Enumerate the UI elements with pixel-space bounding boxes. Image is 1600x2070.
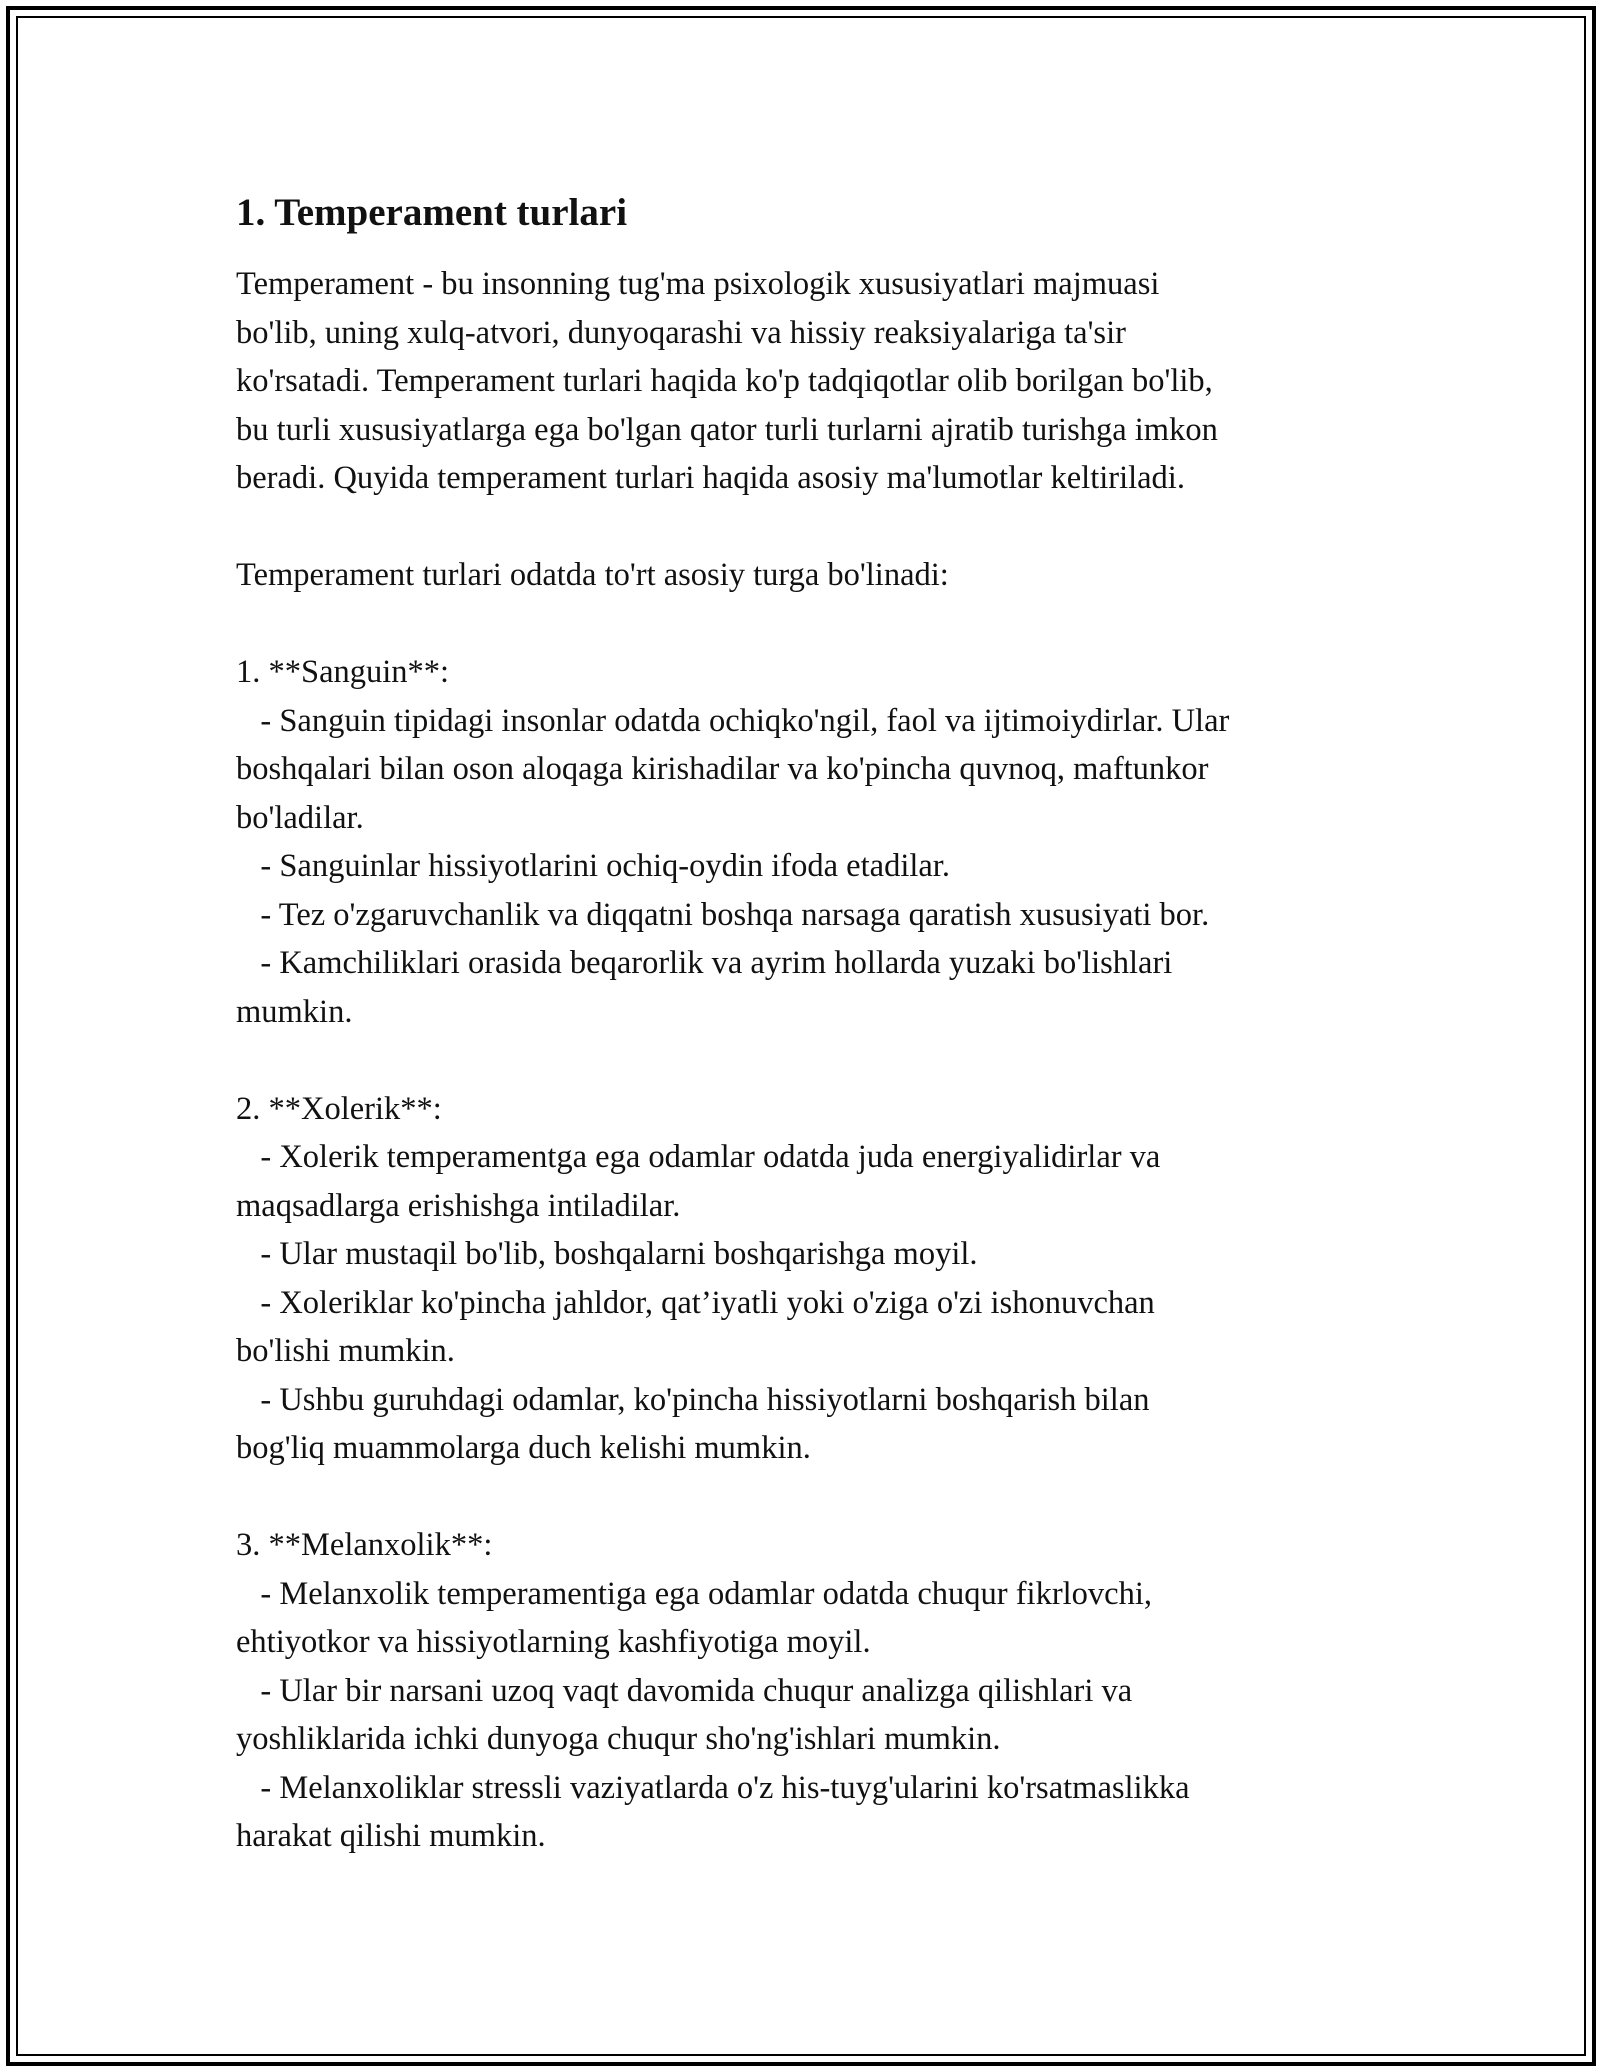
section-title: 1. **Sanguin**:	[236, 654, 450, 690]
text-line: mumkin.	[236, 993, 353, 1030]
text-line: - Xolerik temperamentga ega odamlar odatda juda energiyalidirlar va	[236, 1139, 1161, 1175]
section-title: 3. **Melanxolik**:	[236, 1527, 493, 1563]
lead-in-paragraph	[236, 551, 1376, 600]
intro-paragraph	[236, 260, 1376, 503]
text-line: - Melanxolik temperamentiga ega odamlar odatda chuqur fikrlovchi,	[236, 1575, 1152, 1612]
text-line: harakat qilishi mumkin.	[236, 1818, 546, 1854]
text-line: beradi. Quyida temperament turlari haqida asosiy ma'lumotlar keltiriladi.	[236, 460, 1185, 496]
text-line: - Melanxoliklar stressli vaziyatlarda o'z his-tuyg'ularini ko'rsatmaslikka	[236, 1769, 1190, 1806]
text-line: - Sanguinlar hissiyotlarini ochiq-oydin ifoda etadilar.	[236, 848, 950, 884]
text-line: - Tez o'zgaruvchanlik va diqqatni boshqa narsaga qaratish xususiyati bor.	[236, 896, 1210, 933]
text-line: maqsadlarga erishishga intiladilar.	[236, 1187, 681, 1224]
document-content	[236, 188, 1376, 1861]
section-melanxolik	[236, 1521, 1376, 1861]
text-line: Temperament - bu insonning tug'ma psixologik xususiyatlari majmuasi	[236, 266, 1160, 302]
text-line: yoshliklarida ichki dunyoga chuqur sho'ng'ishlari mumkin.	[236, 1721, 1001, 1757]
text-line: boshqalari bilan oson aloqaga kirishadilar va ko'pincha quvnoq, maftunkor	[236, 751, 1209, 787]
text-line: - Sanguin tipidagi insonlar odatda ochiqko'ngil, faol va ijtimoiydirlar. Ular	[236, 702, 1230, 739]
text-line: bo'ladilar.	[236, 799, 364, 836]
text-line: - Ushbu guruhdagi odamlar, ko'pincha hissiyotlarni boshqarish bilan	[236, 1381, 1150, 1418]
text-line: Temperament turlari odatda to'rt asosiy turga bo'linadi:	[236, 557, 949, 593]
spacer	[236, 600, 1376, 649]
text-line: - Xoleriklar ko'pincha jahldor, qat’iyatli yoki o'ziga o'zi ishonuvchan	[236, 1284, 1155, 1321]
section-xolerik	[236, 1085, 1376, 1473]
section-title: 2. **Xolerik**:	[236, 1090, 442, 1127]
spacer	[236, 1036, 1376, 1085]
text-line: - Ular mustaqil bo'lib, boshqalarni boshqarishga moyil.	[236, 1236, 978, 1272]
section-sanguin	[236, 648, 1376, 1036]
text-line: - Ular bir narsani uzoq vaqt davomida chuqur analizga qilishlari va	[236, 1672, 1133, 1709]
text-line: bo'lib, uning xulq-atvori, dunyoqarashi va hissiy reaksiyalariga ta'sir	[236, 314, 1126, 351]
text-line: bu turli xususiyatlarga ega bo'lgan qator turli turlarni ajratib turishga imkon	[236, 411, 1218, 448]
spacer	[236, 503, 1376, 552]
text-line: ehtiyotkor va hissiyotlarning kashfiyotiga moyil.	[236, 1624, 871, 1660]
spacer	[236, 1473, 1376, 1522]
text-line: - Kamchiliklari orasida beqarorlik va ayrim hollarda yuzaki bo'lishlari	[236, 945, 1173, 981]
text-line: bog'liq muammolarga duch kelishi mumkin.	[236, 1430, 811, 1466]
text-line: ko'rsatadi. Temperament turlari haqida ko'p tadqiqotlar olib borilgan bo'lib,	[236, 363, 1213, 399]
text-line: bo'lishi mumkin.	[236, 1333, 455, 1369]
section-heading: 1. Temperament turlari	[236, 191, 628, 234]
